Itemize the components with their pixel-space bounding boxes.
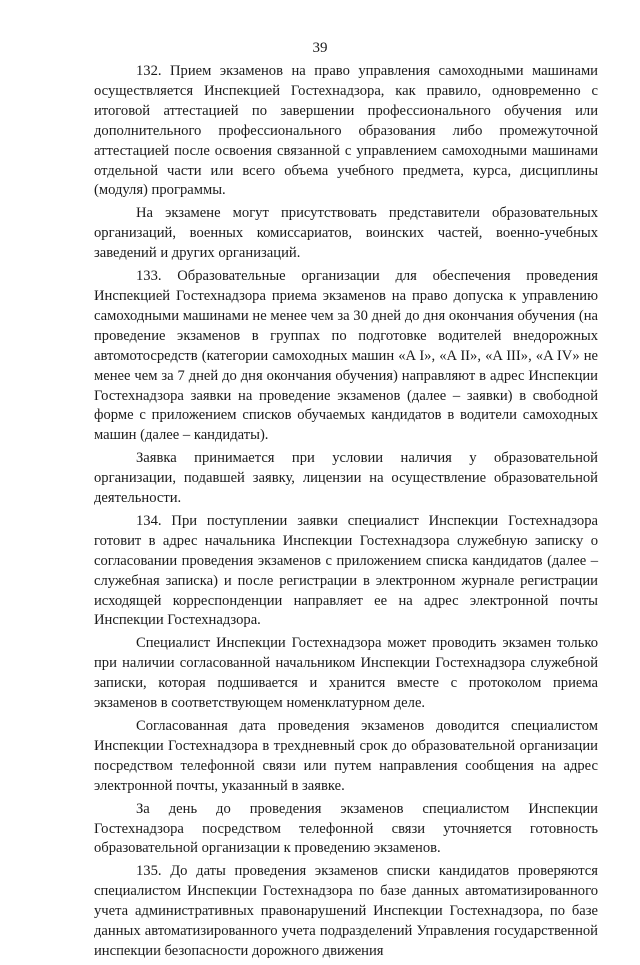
paragraph-134: 134. При поступлении заявки специалист Инспекции Гостехнадзора готовит в адрес начальника Инспекции Гостехнадзора служебную записку о согласовании проведения экзаменов с приложением списка кандидатов (далее – служебная записка) и после регистрации в электронном журнале регистрации исходящей корреспонденции направляет ее на адрес электронной почты Инспекции Гостехнадзора.	[94, 512, 598, 629]
paragraph-day-before: За день до проведения экзаменов специалистом Инспекции Гостехнадзора посредством телефонной связи уточняется готовность образовательной организации к проведению экзаменов.	[94, 800, 598, 857]
paragraph-132: 132. Прием экзаменов на право управления самоходными машинами осуществляется Инспекцией Гостехнадзора, как правило, одновременно с итоговой аттестацией по завершении профессионального обучения или дополнительного профессионального образования либо промежуточной аттестацией после освоения связанной с управлением самоходными машинами отдельной части или всего объема учебного предмета, курса, дисциплины (модуля) программы.	[94, 63, 598, 199]
paragraph-agreed-date: Согласованная дата проведения экзаменов доводится специалистом Инспекции Гостехнадзора в трехдневный срок до образовательной организации посредством телефонной связи или путем направления сообщения на адрес электронной почты, указанный в заявке.	[94, 718, 598, 794]
document-body	[94, 62, 598, 965]
paragraph-135: 135. До даты проведения экзаменов списки кандидатов проверяются специалистом Инспекции Гостехнадзора по базе данных автоматизированного учета административных правонарушений Инспекции Гостехнадзора, по базе данных автоматизированного учета подразделений Управления государственной инспекции безопасности дорожного движения	[94, 863, 598, 959]
page-number: 39	[312, 40, 328, 56]
paragraph-133: 133. Образовательные организации для обеспечения проведения Инспекцией Гостехнадзора приема экзаменов на право допуска к управлению самоходными машинами не менее чем за 30 дней до дня окончания обучения (на проведение экзаменов в группах по подготовке водителей внедорожных автомотосредств (категории самоходных машин «A I», «A II», «A III», «A IV» не менее чем за 7 дней до дня окончания обучения) направляют в адрес Инспекции Гостехнадзора заявки на проведение экзаменов (далее – заявки) в свободной форме с приложением списков обучаемых кандидатов в водители самоходных машин (далее – кандидаты).	[94, 268, 598, 444]
paragraph-exam-attendees: На экзамене могут присутствовать представители образовательных организаций, военных комиссариатов, воинских частей, военно-учебных заведений и других организаций.	[94, 205, 598, 262]
paragraph-specialist-exam: Специалист Инспекции Гостехнадзора может проводить экзамен только при наличии согласованной начальником Инспекции Гостехнадзора служебной записки, которая подшивается и хранится вместе с протоколом приема экзаменов в соответствующем номенклатурном деле.	[94, 635, 598, 712]
paragraph-application-condition: Заявка принимается при условии наличия у образовательной организации, подавшей заявку, лицензии на осуществление образовательной деятельности.	[94, 450, 598, 507]
